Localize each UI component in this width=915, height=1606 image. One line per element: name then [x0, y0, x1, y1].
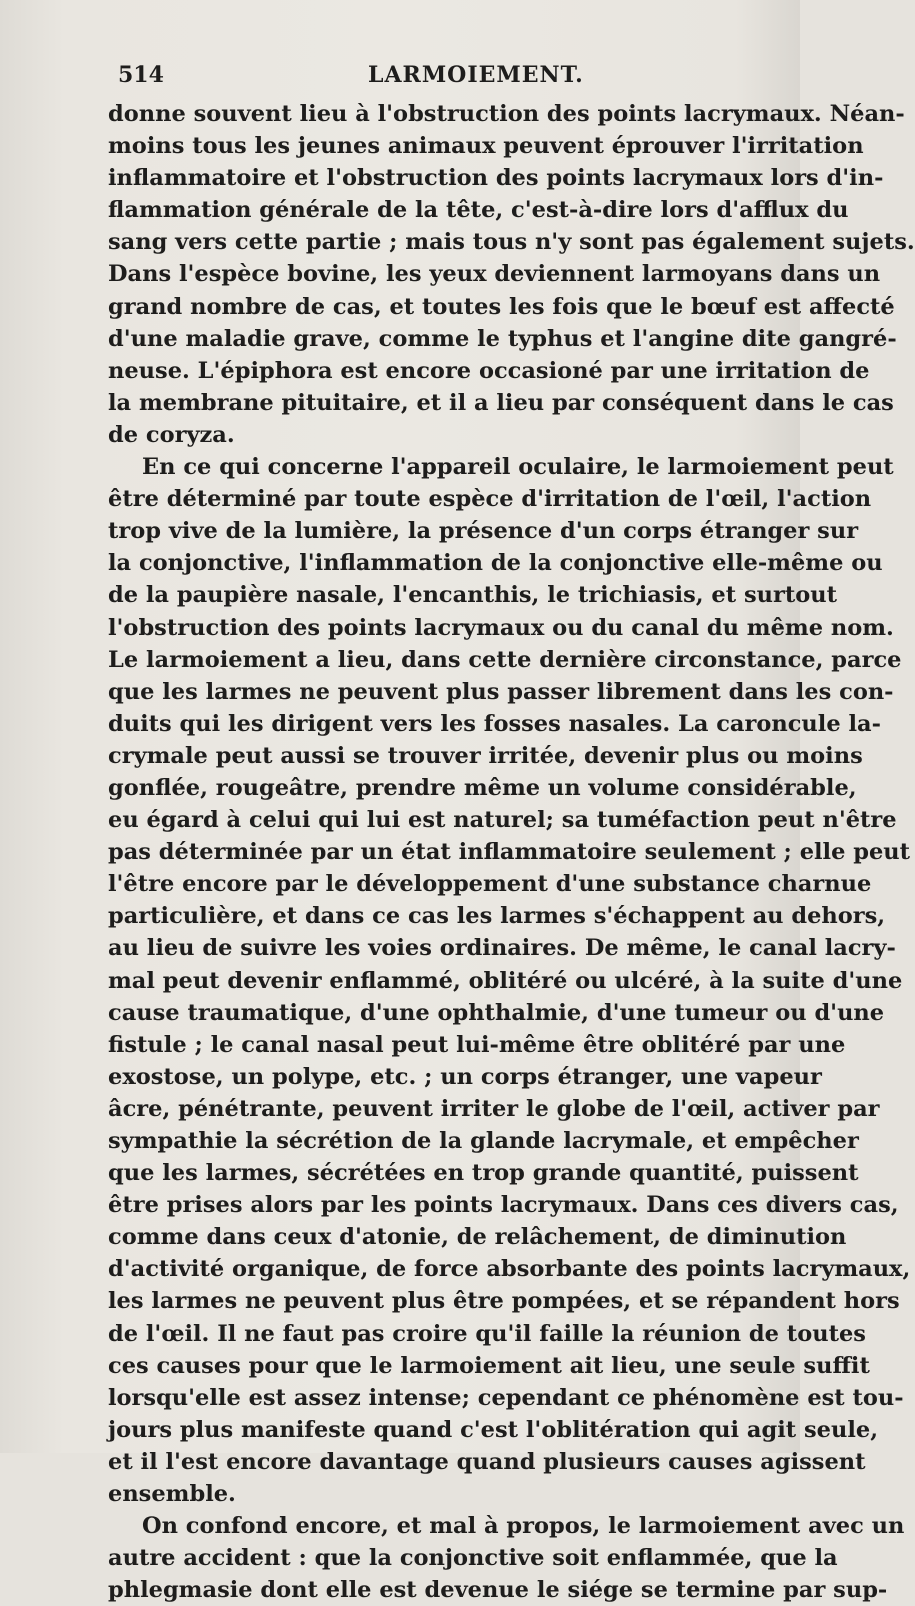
text-line: de l'œil. Il ne faut pas croire qu'il faille la réunion de toutes: [108, 1320, 866, 1347]
text-line: l'obstruction des points lacrymaux ou du canal du même nom.: [108, 614, 894, 641]
text-line: fistule ; le canal nasal peut lui-même être oblitéré par une: [108, 1031, 846, 1058]
text-line: grand nombre de cas, et toutes les fois que le bœuf est affecté: [108, 293, 895, 320]
text-line: exostose, un polype, etc. ; un corps étranger, une vapeur: [108, 1063, 822, 1090]
text-line: et il l'est encore davantage quand plusieurs causes agissent: [108, 1448, 866, 1475]
text-line: ces causes pour que le larmoiement ait lieu, une seule suffit: [108, 1352, 870, 1379]
text-line: être prises alors par les points lacrymaux. Dans ces divers cas,: [108, 1192, 899, 1219]
text-line: au lieu de suivre les voies ordinaires. De même, le canal lacry-: [108, 935, 896, 962]
text-line: que les larmes ne peuvent plus passer librement dans les con-: [108, 678, 894, 705]
page-number: 514: [118, 62, 164, 88]
text-line: pas déterminée par un état inflammatoire seulement ; elle peut: [108, 839, 911, 866]
text-line: gonflée, rougeâtre, prendre même un volume considérable,: [108, 774, 857, 801]
text-line: les larmes ne peuvent plus être pompées, et se répandent hors: [108, 1288, 900, 1315]
text-line: comme dans ceux d'atonie, de relâchement, de diminution: [108, 1224, 847, 1251]
text-line: inflammatoire et l'obstruction des points lacrymaux lors d'in-: [108, 165, 884, 192]
text-line: mal peut devenir enflammé, oblitéré ou ulcéré, à la suite d'une: [108, 967, 903, 994]
text-line: ensemble.: [108, 1481, 236, 1508]
text-line: Dans l'espèce bovine, les yeux deviennent larmoyans dans un: [108, 261, 881, 288]
text-line: eu égard à celui qui lui est naturel; sa tuméfaction peut n'être: [108, 807, 897, 834]
text-line: jours plus manifeste quand c'est l'oblitération qui agit seule,: [108, 1416, 879, 1443]
text-line: Le larmoiement a lieu, dans cette dernière circonstance, parce: [108, 646, 902, 673]
text-line: duits qui les dirigent vers les fosses nasales. La caroncule la-: [108, 710, 881, 737]
text-line: être déterminé par toute espèce d'irritation de l'œil, l'action: [108, 486, 872, 513]
text-line: En ce qui concerne l'appareil oculaire, le larmoiement peut: [142, 454, 894, 481]
text-line: de coryza.: [108, 421, 235, 448]
text-line: sang vers cette partie ; mais tous n'y sont pas également sujets.: [108, 229, 915, 256]
body-text: [108, 98, 915, 1606]
text-line: d'une maladie grave, comme le typhus et l'angine dite gangré-: [108, 325, 897, 352]
text-line: autre accident : que la conjonctive soit enflammée, que la: [108, 1545, 838, 1572]
text-line: moins tous les jeunes animaux peuvent éprouver l'irritation: [108, 133, 864, 160]
text-line: On confond encore, et mal à propos, le larmoiement avec un: [142, 1513, 905, 1540]
text-line: phlegmasie dont elle est devenue le siége se termine par sup-: [108, 1577, 888, 1604]
text-line: cause traumatique, d'une ophthalmie, d'une tumeur ou d'une: [108, 999, 885, 1026]
text-line: sympathie la sécrétion de la glande lacrymale, et empêcher: [108, 1128, 859, 1154]
text-line: la conjonctive, l'inflammation de la conjonctive elle-même ou: [108, 550, 883, 577]
page-header: [118, 62, 678, 92]
text-line: d'activité organique, de force absorbante des points lacrymaux,: [108, 1256, 911, 1283]
text-line: flammation générale de la tête, c'est-à-dire lors d'afflux du: [108, 197, 849, 224]
text-line: de la paupière nasale, l'encanthis, le trichiasis, et surtout: [108, 582, 837, 609]
text-line: lorsqu'elle est assez intense; cependant ce phénomène est tou-: [108, 1384, 904, 1411]
running-title: LARMOIEMENT.: [368, 62, 584, 88]
text-line: trop vive de la lumière, la présence d'un corps étranger sur: [108, 518, 859, 545]
text-line: crymale peut aussi se trouver irritée, devenir plus ou moins: [108, 742, 863, 769]
text-line: donne souvent lieu à l'obstruction des points lacrymaux. Néan-: [108, 101, 905, 127]
text-line: la membrane pituitaire, et il a lieu par conséquent dans le cas: [108, 389, 894, 416]
text-line: particulière, et dans ce cas les larmes s'échappent au dehors,: [108, 903, 886, 930]
text-line: neuse. L'épiphora est encore occasioné par une irritation de: [108, 357, 870, 384]
text-line: âcre, pénétrante, peuvent irriter le globe de l'œil, activer par: [108, 1095, 880, 1122]
text-line: que les larmes, sécrétées en trop grande quantité, puissent: [108, 1160, 859, 1187]
text-line: l'être encore par le développement d'une substance charnue: [108, 871, 872, 898]
